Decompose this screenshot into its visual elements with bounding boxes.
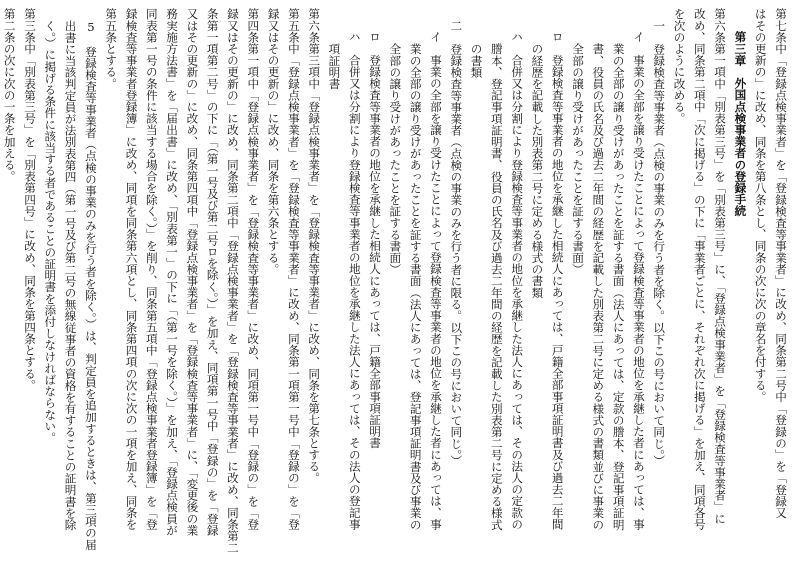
text-line: 第三条中「別表第三号」を「別表第四号」に改め、同条を第四条とする。 (23, 8, 38, 391)
text-line: 第五条とする。 (104, 8, 119, 90)
text-line: 又はその更新の」に改め、同条第四項中「登録点検事業者」を「登録検査等事業者」に、「変更後の業 (185, 8, 200, 536)
text-line: 第二条の次に次の一条を加える。 (2, 8, 17, 182)
text-line: 条第一項第二号」の下に「（第一号及び第二号ロを除く。）」を加え、同項第一号中「登録の」を「登録 (205, 8, 220, 536)
text-line: イ 事業の全部を譲り受けたことによって登録検査等事業者の地位を承継した者にあっては、事 (428, 31, 443, 530)
text-line: 録又はその更新の」に改め、同条第二項中「登録点検事業者」を「登録検査等事業者」に改め、同条第二 (225, 8, 240, 554)
text-line: 業の全部の譲り受けがあったことを証する書面（法人にあっては、登記事項証明書及び事業の (408, 42, 423, 530)
text-line: ハ 合併又は分割により登録検査等事業者の地位を承継した法人にあっては、その法人の定款の (510, 31, 525, 530)
text-line: 第四条第一項中「登録点検事業者」を「登録検査等事業者」に改め、同項第一号中「登録の」を「登 (246, 8, 261, 530)
text-line: 同表第一号の条件に該当する場合を除く。）」を削り、同条第五項中「登録点検事業者登録簿」を「登 (144, 8, 159, 530)
text-line: ハ 合併又は分割により登録検査等事業者の地位を承継した法人にあっては、その法人の登記事 (347, 31, 362, 530)
text-line: イ 事業の全部を譲り受けたことによって登録検査等事業者の地位を承継した者にあっては、事 (631, 31, 646, 530)
text-line: 5 登録検査等事業者（点検の事業のみを行う者を除く。）は、判定員を追加するときは、第三項の届 (83, 19, 98, 550)
text-line: はその更新の」に改め、同条を第八条とし、同条の次に次の章名を付する。 (753, 8, 768, 403)
text-line: の書類 (469, 42, 484, 78)
text-line: 第七条中「登録点検事業者」を「登録検査等事業者」に改め、同条第二号中「登録の」を「登録又 (774, 8, 788, 519)
text-line: 第五条中「登録点検事業者」を「登録検査等事業者」に改め、同条第一項第一号中「登録の」を「登 (286, 8, 301, 530)
text-line: を次のように改める。 (672, 8, 687, 124)
text-line: ロ 登録検査等事業者の地位を承継した相続人にあっては、戸籍全部事項証明書 (368, 31, 383, 449)
text-line: 業の全部の譲り受けがあったことを証する書面（法人にあっては、定款の謄本、登記事項証明 (611, 42, 626, 530)
text-line: 全部の譲り受けがあったことを証する書面） (388, 42, 403, 275)
text-line: の経歴を記載した別表第二号に定める様式の書類 (530, 42, 545, 298)
text-line: く。）に掲げる条件に該当する者であることの証明書を添付しなければならない。 (43, 19, 58, 443)
text-line: 録検査等事業者登録簿」に改め、同項を同条第六項とし、同条第四項の次に次の一項を加え、同条を (124, 8, 139, 530)
text-line: 改め、同条第二項中「次に掲げる」の下に「事業者ごとに、それぞれ次に掲げる」を加え、同項各号 (692, 8, 707, 530)
text-line: 第三章 外国点検事業者の登録手続 (733, 31, 748, 217)
text-line: 全部の譲り受けがあったことを証する書面） (571, 42, 586, 275)
text-line: 出書に当該判定員が法別表第四（第一号及び第二号の無線従事者の資格を有することの証明書を除 (63, 19, 78, 530)
text-line: 項証明書 (327, 42, 342, 90)
text-line: 第六条第一項中「別表第三号」を「別表第三号」に、「登録点検事業者」を「登録検査等事業者」に (713, 8, 728, 525)
text-line: 務実施方法書」を「届出書」に改め、「別表第一」の下に「（第一号を除く。）」を加え、「登録点検員が (165, 8, 180, 536)
text-line: 謄本、登記事項証明書、役員の氏名及び過去二年間の経歴を記載した別表第二号に定める様式 (489, 42, 504, 530)
text-line: 一 登録検査等事業者（点検の事業のみを行う者を除く。以下この号において同じ。） (652, 19, 667, 467)
text-line: 録又はその更新の」に改め、同条を第六条とする。 (266, 8, 281, 275)
text-line: 二 登録検査等事業者（点検の事業のみを行う者に限る。以下この号において同じ。） (449, 19, 464, 467)
text-line: 第六条第三項中「登録点検事業者」を「登録検査等事業者」に改め、同条を第七条とする。 (307, 8, 322, 484)
text-line: ロ 登録検査等事業者の地位を承継した相続人にあっては、戸籍全部事項証明書及び過去二年間 (550, 31, 565, 530)
vertical-text-body (2, 8, 791, 558)
text-line: 書、役員の氏名及び過去二年間の経歴を記載した別表第二号に定める様式の書類並びに事業の (591, 42, 606, 530)
